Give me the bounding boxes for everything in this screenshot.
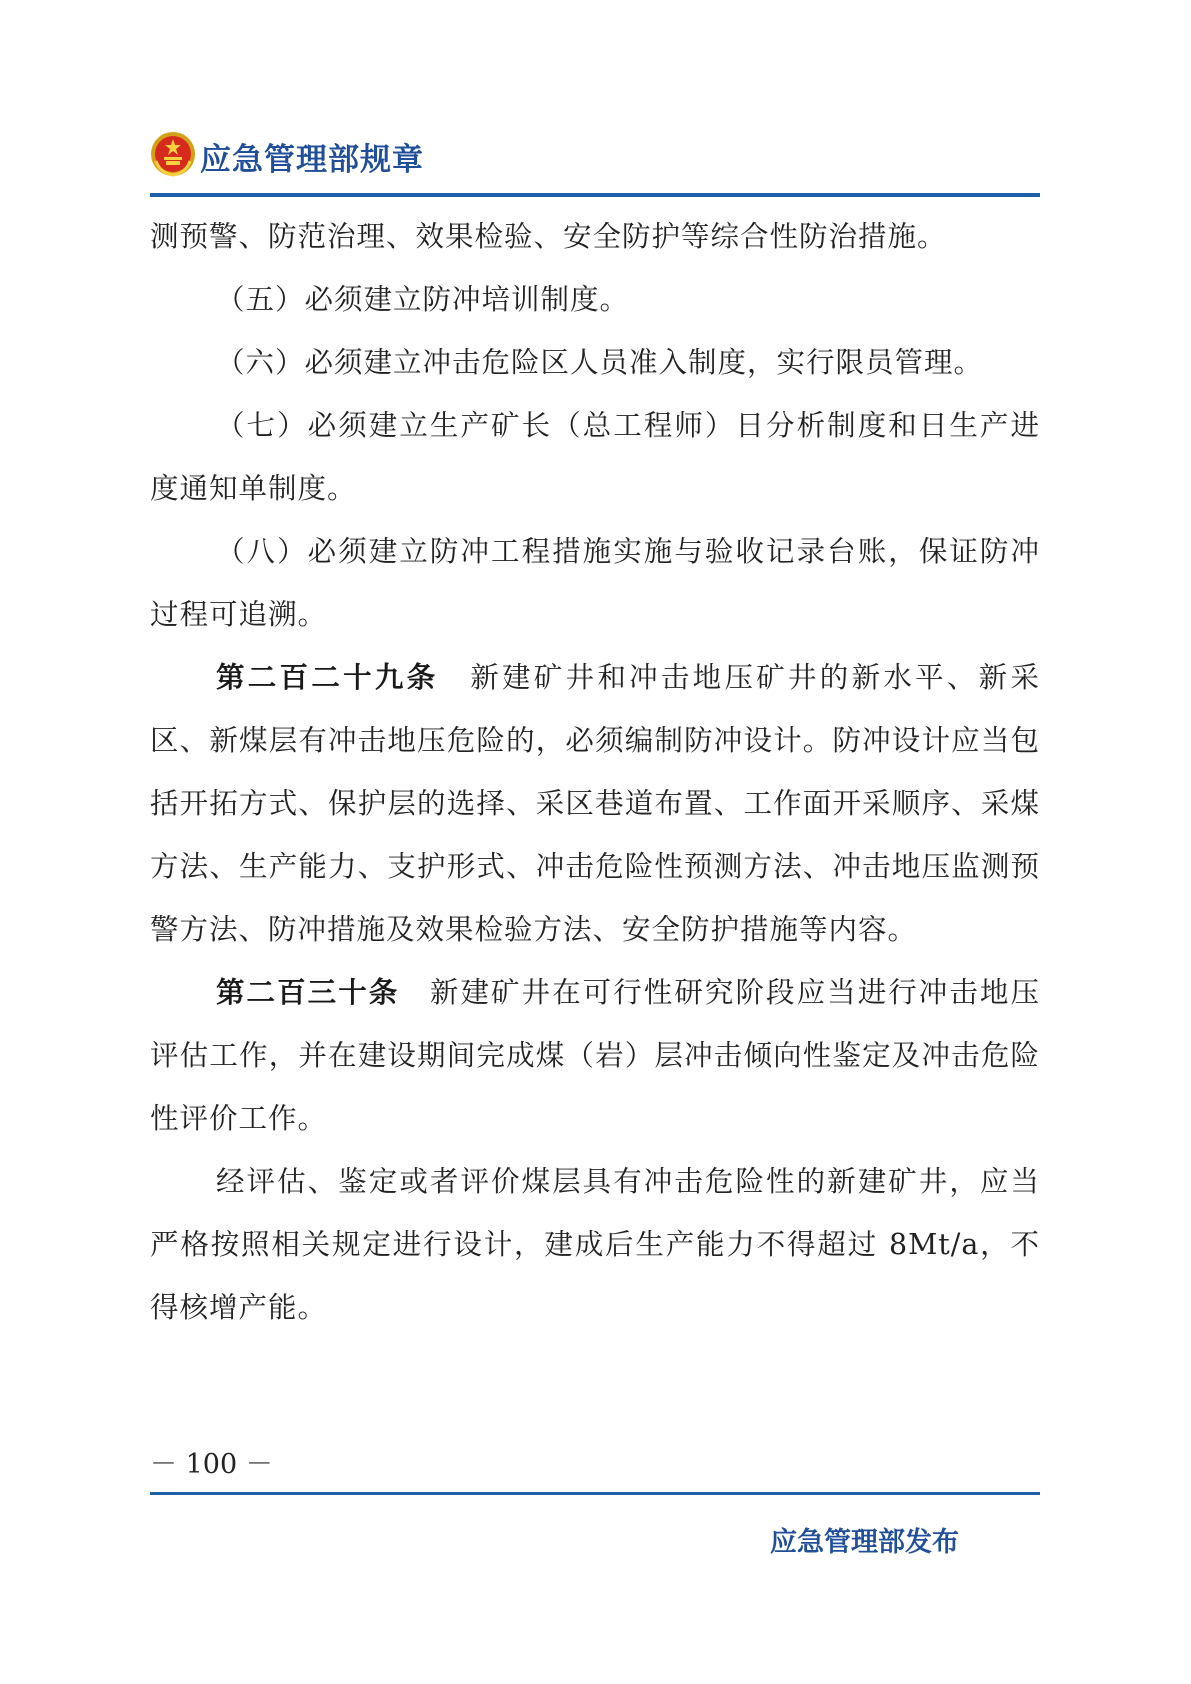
paragraph: （六）必须建立冲击危险区人员准入制度，实行限员管理。 [216, 346, 984, 379]
paragraph: 测预警、防范治理、效果检验、安全防护等综合性防治措施。 [150, 220, 947, 253]
article-text: 新建矿井和冲击地压矿井的新水平、新采区、新煤层有冲击地压危险的，必须编制防冲设计。防冲设计应当包括开拓方式、保护层的选择、采区巷道布置、工作面开采顺序、采煤方法、生产能力、支护形式、冲击危险性预测方法、冲击地压监测预警方法、防冲措施及效果检验方法、安全防护措施等内容。 [150, 661, 1040, 946]
paragraph: （五）必须建立防冲培训制度。 [216, 283, 630, 316]
article-number: 第二百二十九条 [216, 661, 439, 694]
page-header [150, 128, 1040, 188]
article-text: 新建矿井在可行性研究阶段应当进行冲击地压评估工作，并在建设期间完成煤（岩）层冲击倾向性鉴定及冲击危险性评价工作。 [150, 976, 1040, 1135]
footer-rule [150, 1492, 1040, 1495]
paragraph: （八）必须建立防冲工程措施实施与验收记录台账，保证防冲过程可追溯。 [150, 535, 1040, 631]
header-title: 应急管理部规章 [200, 142, 424, 178]
article-number: 第二百三十条 [216, 976, 400, 1009]
article-229 [150, 646, 1040, 961]
document-body [150, 205, 1040, 1339]
national-emblem-icon [150, 131, 196, 177]
page-number: － 100 － [150, 1449, 273, 1480]
paragraph: （七）必须建立生产矿长（总工程师）日分析制度和日生产进度通知单制度。 [150, 409, 1040, 505]
footer-label: 应急管理部发布 [770, 1527, 959, 1558]
paragraph: 经评估、鉴定或者评价煤层具有冲击危险性的新建矿井，应当严格按照相关规定进行设计，建成后生产能力不得超过 8Mt/a，不得核增产能。 [150, 1165, 1040, 1324]
article-230 [150, 961, 1040, 1150]
header-rule [150, 193, 1040, 197]
